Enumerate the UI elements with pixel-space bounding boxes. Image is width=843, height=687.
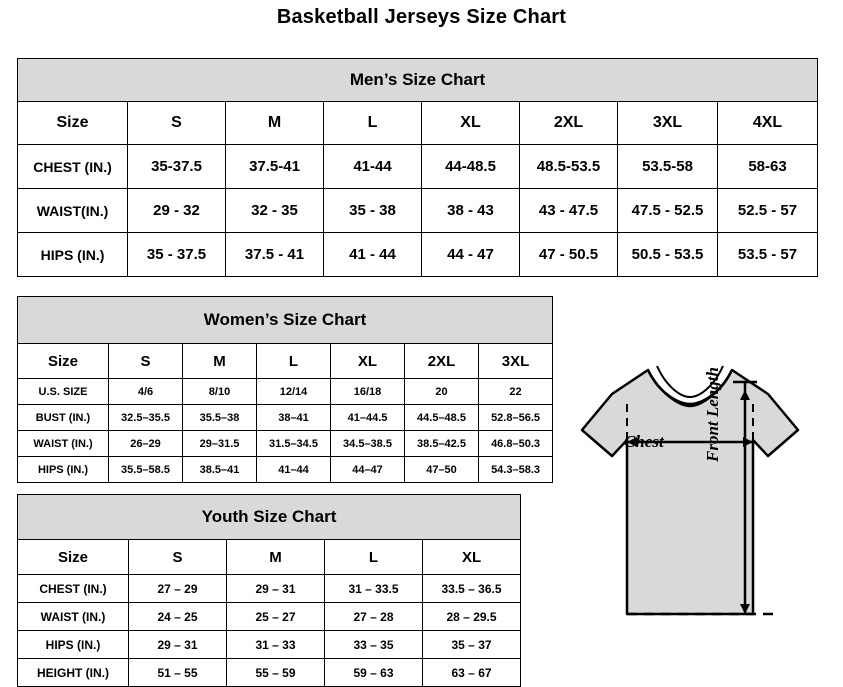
column-header-size: Size [18,102,128,145]
cell: 12/14 [257,379,331,405]
column-header-3xl: 3XL [618,102,718,145]
column-header-xl: XL [331,344,405,379]
womens-size-chart-table [17,296,553,483]
cell: 50.5 - 53.5 [618,233,718,277]
cell: 29–31.5 [183,431,257,457]
column-header-xl: XL [422,102,520,145]
cell: 47.5 - 52.5 [618,189,718,233]
column-header-l: L [324,102,422,145]
cell: 34.5–38.5 [331,431,405,457]
row-label-waist: WAIST(IN.) [18,189,128,233]
cell: 41 - 44 [324,233,422,277]
cell: 28 – 29.5 [423,603,521,631]
column-header-l: L [325,540,423,575]
jersey-measurement-diagram [540,352,840,672]
table-row [18,575,521,603]
row-label-us-size: U.S. SIZE [18,379,109,405]
column-header-s: S [109,344,183,379]
table-row [18,233,818,277]
cell: 29 – 31 [129,631,227,659]
cell: 53.5 - 57 [718,233,818,277]
cell: 44 - 47 [422,233,520,277]
cell: 37.5-41 [226,145,324,189]
cell: 46.8–50.3 [479,431,553,457]
table-row [18,431,553,457]
cell: 51 – 55 [129,659,227,687]
column-header-size: Size [18,540,129,575]
cell: 48.5-53.5 [520,145,618,189]
cell: 16/18 [331,379,405,405]
chest-measure-label: Chest [624,432,664,451]
cell: 26–29 [109,431,183,457]
column-header-s: S [128,102,226,145]
cell: 38 - 43 [422,189,520,233]
row-label-chest: CHEST (IN.) [18,145,128,189]
cell: 44–47 [331,457,405,483]
cell: 54.3–58.3 [479,457,553,483]
table-banner-row [18,495,521,540]
column-header-m: M [226,102,324,145]
cell: 24 – 25 [129,603,227,631]
table-header-row [18,102,818,145]
column-header-2xl: 2XL [520,102,618,145]
column-header-s: S [129,540,227,575]
cell: 41–44 [257,457,331,483]
table-header-row [18,344,553,379]
cell: 20 [405,379,479,405]
cell: 25 – 27 [227,603,325,631]
table-row [18,659,521,687]
cell: 37.5 - 41 [226,233,324,277]
cell: 32.5–35.5 [109,405,183,431]
cell: 38.5–42.5 [405,431,479,457]
cell: 8/10 [183,379,257,405]
cell: 38–41 [257,405,331,431]
cell: 44-48.5 [422,145,520,189]
cell: 22 [479,379,553,405]
table-banner-row [18,59,818,102]
column-header-xl: XL [423,540,521,575]
column-header-2xl: 2XL [405,344,479,379]
row-label-bust: BUST (IN.) [18,405,109,431]
cell: 4/6 [109,379,183,405]
cell: 52.5 - 57 [718,189,818,233]
table-row [18,631,521,659]
cell: 35 – 37 [423,631,521,659]
cell: 41-44 [324,145,422,189]
cell: 33.5 – 36.5 [423,575,521,603]
cell: 38.5–41 [183,457,257,483]
cell: 53.5-58 [618,145,718,189]
table-banner-row [18,297,553,344]
cell: 63 – 67 [423,659,521,687]
row-label-waist: WAIST (IN.) [18,431,109,457]
row-label-hips: HIPS (IN.) [18,631,129,659]
cell: 41–44.5 [331,405,405,431]
cell: 29 - 32 [128,189,226,233]
cell: 52.8–56.5 [479,405,553,431]
youth-banner: Youth Size Chart [18,495,521,540]
row-label-hips: HIPS (IN.) [18,233,128,277]
row-label-chest: CHEST (IN.) [18,575,129,603]
cell: 35 - 38 [324,189,422,233]
mens-banner: Men’s Size Chart [18,59,818,102]
cell: 32 - 35 [226,189,324,233]
cell: 59 – 63 [325,659,423,687]
table-row [18,379,553,405]
table-row [18,189,818,233]
cell: 55 – 59 [227,659,325,687]
column-header-m: M [183,344,257,379]
page-title: Basketball Jerseys Size Chart [276,6,567,28]
table-row [18,457,553,483]
cell: 43 - 47.5 [520,189,618,233]
row-label-waist: WAIST (IN.) [18,603,129,631]
row-label-height: HEIGHT (IN.) [18,659,129,687]
youth-size-chart-table [17,494,521,687]
cell: 35.5–58.5 [109,457,183,483]
table-row [18,405,553,431]
cell: 33 – 35 [325,631,423,659]
jersey-illustration [540,352,840,672]
mens-size-chart-table [17,58,818,277]
table-header-row [18,540,521,575]
cell: 47–50 [405,457,479,483]
front-length-measure-label: Front Length [703,367,722,462]
cell: 44.5–48.5 [405,405,479,431]
cell: 27 – 29 [129,575,227,603]
column-header-size: Size [18,344,109,379]
cell: 35 - 37.5 [128,233,226,277]
cell: 47 - 50.5 [520,233,618,277]
column-header-l: L [257,344,331,379]
column-header-3xl: 3XL [479,344,553,379]
cell: 27 – 28 [325,603,423,631]
column-header-4xl: 4XL [718,102,818,145]
cell: 35-37.5 [128,145,226,189]
womens-banner: Women’s Size Chart [18,297,553,344]
cell: 29 – 31 [227,575,325,603]
table-row [18,145,818,189]
cell: 31.5–34.5 [257,431,331,457]
row-label-hips: HIPS (IN.) [18,457,109,483]
table-row [18,603,521,631]
cell: 58-63 [718,145,818,189]
column-header-m: M [227,540,325,575]
cell: 31 – 33.5 [325,575,423,603]
cell: 35.5–38 [183,405,257,431]
cell: 31 – 33 [227,631,325,659]
